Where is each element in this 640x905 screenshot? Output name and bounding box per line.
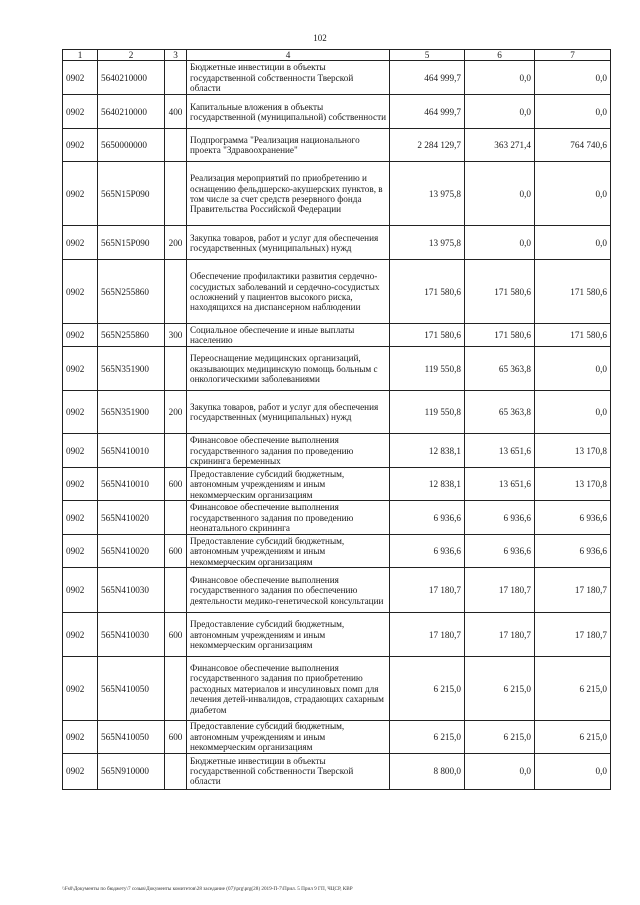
amount-year-3: 13 170,8 — [535, 434, 611, 468]
amount-year-3: 0,0 — [535, 61, 611, 95]
item-name: Закупка товаров, работ и услуг для обеспечения государственных (муниципальных) нужд — [187, 391, 390, 434]
expense-type-code — [165, 753, 187, 789]
expense-type-code: 400 — [165, 95, 187, 129]
amount-year-3: 6 936,6 — [535, 501, 611, 535]
amount-year-2: 171 580,6 — [465, 324, 535, 347]
amount-year-3: 0,0 — [535, 95, 611, 129]
expense-type-code — [165, 568, 187, 613]
expense-type-code: 300 — [165, 324, 187, 347]
table-row — [63, 95, 611, 129]
amount-year-2: 363 271,4 — [465, 129, 535, 162]
amount-year-3: 17 180,7 — [535, 613, 611, 657]
amount-year-1: 464 999,7 — [390, 95, 465, 129]
article-code: 565N15P090 — [98, 226, 165, 260]
table-row — [63, 391, 611, 434]
amount-year-1: 13 975,8 — [390, 226, 465, 260]
section-code: 0902 — [63, 226, 98, 260]
item-name: Предоставление субсидий бюджетным, автономным учреждениям и иным некоммерческим организациям — [187, 535, 390, 568]
amount-year-1: 12 838,1 — [390, 434, 465, 468]
page-number: 102 — [313, 33, 327, 43]
amount-year-1: 6 215,0 — [390, 657, 465, 721]
article-code: 565N15P090 — [98, 162, 165, 226]
amount-year-1: 8 800,0 — [390, 753, 465, 789]
amount-year-2: 13 651,6 — [465, 434, 535, 468]
amount-year-1: 6 215,0 — [390, 721, 465, 753]
section-code: 0902 — [63, 434, 98, 468]
amount-year-2: 0,0 — [465, 162, 535, 226]
item-name: Финансовое обеспечение выполнения государственного задания по обеспечению деятельности медико-генетической консультации — [187, 568, 390, 613]
amount-year-3: 764 740,6 — [535, 129, 611, 162]
article-code: 565N410050 — [98, 721, 165, 753]
section-code: 0902 — [63, 162, 98, 226]
amount-year-2: 6 215,0 — [465, 721, 535, 753]
article-code: 565N410010 — [98, 468, 165, 501]
amount-year-2: 0,0 — [465, 95, 535, 129]
section-code: 0902 — [63, 657, 98, 721]
expense-type-code: 600 — [165, 535, 187, 568]
item-name: Подпрограмма "Реализация национального проекта "Здравоохранение" — [187, 129, 390, 162]
header-col-5: 5 — [390, 50, 465, 61]
table-row — [63, 324, 611, 347]
amount-year-3: 0,0 — [535, 226, 611, 260]
article-code: 565N351900 — [98, 347, 165, 391]
header-col-4: 4 — [187, 50, 390, 61]
amount-year-3: 6 215,0 — [535, 721, 611, 753]
header-col-1: 1 — [63, 50, 98, 61]
expense-type-code — [165, 162, 187, 226]
header-col-3: 3 — [165, 50, 187, 61]
amount-year-1: 119 550,8 — [390, 347, 465, 391]
table-header-row — [63, 50, 611, 61]
table-row — [63, 657, 611, 721]
item-name: Предоставление субсидий бюджетным, автономным учреждениям и иным некоммерческим организациям — [187, 613, 390, 657]
item-name: Социальное обеспечение и иные выплаты населению — [187, 324, 390, 347]
header-col-6: 6 — [465, 50, 535, 61]
amount-year-1: 12 838,1 — [390, 468, 465, 501]
expense-type-code: 200 — [165, 226, 187, 260]
article-code: 565N410010 — [98, 434, 165, 468]
item-name: Предоставление субсидий бюджетным, автономным учреждениям и иным некоммерческим организациям — [187, 468, 390, 501]
amount-year-3: 0,0 — [535, 753, 611, 789]
table-row — [63, 721, 611, 753]
article-code: 5640210000 — [98, 95, 165, 129]
article-code: 565N410050 — [98, 657, 165, 721]
item-name: Бюджетные инвестиции в объекты государственной собственности Тверской области — [187, 753, 390, 789]
section-code: 0902 — [63, 391, 98, 434]
item-name: Финансовое обеспечение выполнения государственного задания по приобретению расходных материалов и инсулиновых помп для лечения детей-инвалидов, страдающих сахарным диабетом — [187, 657, 390, 721]
header-col-2: 2 — [98, 50, 165, 61]
amount-year-1: 13 975,8 — [390, 162, 465, 226]
table-row — [63, 260, 611, 324]
table-row — [63, 61, 611, 95]
section-code: 0902 — [63, 324, 98, 347]
item-name: Обеспечение профилактики развития сердечно-сосудистых заболеваний и сердечно-сосудистых осложнений у пациентов высокого риска, находящихся на диспансерном наблюдении — [187, 260, 390, 324]
header-col-7: 7 — [535, 50, 611, 61]
item-name: Финансовое обеспечение выполнения государственного задания по проведению скрининга беременных — [187, 434, 390, 468]
amount-year-3: 6 215,0 — [535, 657, 611, 721]
amount-year-1: 2 284 129,7 — [390, 129, 465, 162]
expense-type-code: 200 — [165, 391, 187, 434]
section-code: 0902 — [63, 61, 98, 95]
amount-year-2: 13 651,6 — [465, 468, 535, 501]
article-code: 565N255860 — [98, 260, 165, 324]
section-code: 0902 — [63, 347, 98, 391]
table-row — [63, 535, 611, 568]
section-code: 0902 — [63, 468, 98, 501]
amount-year-2: 17 180,7 — [465, 613, 535, 657]
amount-year-1: 171 580,6 — [390, 324, 465, 347]
section-code: 0902 — [63, 95, 98, 129]
amount-year-2: 65 363,8 — [465, 347, 535, 391]
table-row — [63, 501, 611, 535]
amount-year-3: 0,0 — [535, 347, 611, 391]
table-row — [63, 129, 611, 162]
amount-year-2: 0,0 — [465, 753, 535, 789]
amount-year-1: 17 180,7 — [390, 568, 465, 613]
budget-table — [62, 49, 611, 790]
table-row — [63, 613, 611, 657]
amount-year-2: 17 180,7 — [465, 568, 535, 613]
expense-type-code: 600 — [165, 613, 187, 657]
item-name: Закупка товаров, работ и услуг для обеспечения государственных (муниципальных) нужд — [187, 226, 390, 260]
table-row — [63, 468, 611, 501]
amount-year-3: 0,0 — [535, 162, 611, 226]
amount-year-2: 65 363,8 — [465, 391, 535, 434]
article-code: 565N351900 — [98, 391, 165, 434]
section-code: 0902 — [63, 501, 98, 535]
table-row — [63, 162, 611, 226]
article-code: 565N410030 — [98, 568, 165, 613]
amount-year-2: 6 936,6 — [465, 501, 535, 535]
amount-year-1: 171 580,6 — [390, 260, 465, 324]
item-name: Предоставление субсидий бюджетным, автономным учреждениям и иным некоммерческим организациям — [187, 721, 390, 753]
article-code: 565N910000 — [98, 753, 165, 789]
table-row — [63, 568, 611, 613]
table-row — [63, 347, 611, 391]
file-path-footer: \\Fs0\Документы по бюджету\7 созыв\Документы комитетов\28 заседание (07)\prg\prg(28) 2019-П-7\Прил. 5 Прил 9 ГП, ЧЦСР, КВР — [62, 886, 353, 892]
article-code: 565N410020 — [98, 535, 165, 568]
article-code: 5640210000 — [98, 61, 165, 95]
expense-type-code: 600 — [165, 468, 187, 501]
expense-type-code — [165, 129, 187, 162]
article-code: 565N255860 — [98, 324, 165, 347]
amount-year-2: 0,0 — [465, 61, 535, 95]
item-name: Реализация мероприятий по приобретению и оснащению фельдшерско-акушерских пунктов, в том числе за счет средств резервного фонда Правительства Российской Федерации — [187, 162, 390, 226]
amount-year-1: 119 550,8 — [390, 391, 465, 434]
table-row — [63, 753, 611, 789]
amount-year-3: 171 580,6 — [535, 260, 611, 324]
table-row — [63, 226, 611, 260]
section-code: 0902 — [63, 721, 98, 753]
amount-year-1: 464 999,7 — [390, 61, 465, 95]
expense-type-code — [165, 501, 187, 535]
amount-year-2: 6 215,0 — [465, 657, 535, 721]
amount-year-2: 171 580,6 — [465, 260, 535, 324]
article-code: 5650000000 — [98, 129, 165, 162]
section-code: 0902 — [63, 568, 98, 613]
amount-year-2: 6 936,6 — [465, 535, 535, 568]
item-name: Бюджетные инвестиции в объекты государственной собственности Тверской области — [187, 61, 390, 95]
item-name: Переоснащение медицинских организаций, оказывающих медицинскую помощь больным с онкологическими заболеваниями — [187, 347, 390, 391]
amount-year-1: 6 936,6 — [390, 535, 465, 568]
expense-type-code — [165, 434, 187, 468]
expense-type-code — [165, 260, 187, 324]
section-code: 0902 — [63, 129, 98, 162]
table-row — [63, 434, 611, 468]
item-name: Капитальные вложения в объекты государственной (муниципальной) собственности — [187, 95, 390, 129]
amount-year-3: 6 936,6 — [535, 535, 611, 568]
amount-year-1: 6 936,6 — [390, 501, 465, 535]
amount-year-3: 0,0 — [535, 391, 611, 434]
amount-year-1: 17 180,7 — [390, 613, 465, 657]
section-code: 0902 — [63, 535, 98, 568]
article-code: 565N410030 — [98, 613, 165, 657]
item-name: Финансовое обеспечение выполнения государственного задания по проведению неонатального скрининга — [187, 501, 390, 535]
section-code: 0902 — [63, 753, 98, 789]
amount-year-3: 17 180,7 — [535, 568, 611, 613]
amount-year-3: 13 170,8 — [535, 468, 611, 501]
expense-type-code — [165, 61, 187, 95]
expense-type-code: 600 — [165, 721, 187, 753]
amount-year-2: 0,0 — [465, 226, 535, 260]
section-code: 0902 — [63, 613, 98, 657]
expense-type-code — [165, 347, 187, 391]
amount-year-3: 171 580,6 — [535, 324, 611, 347]
section-code: 0902 — [63, 260, 98, 324]
expense-type-code — [165, 657, 187, 721]
article-code: 565N410020 — [98, 501, 165, 535]
